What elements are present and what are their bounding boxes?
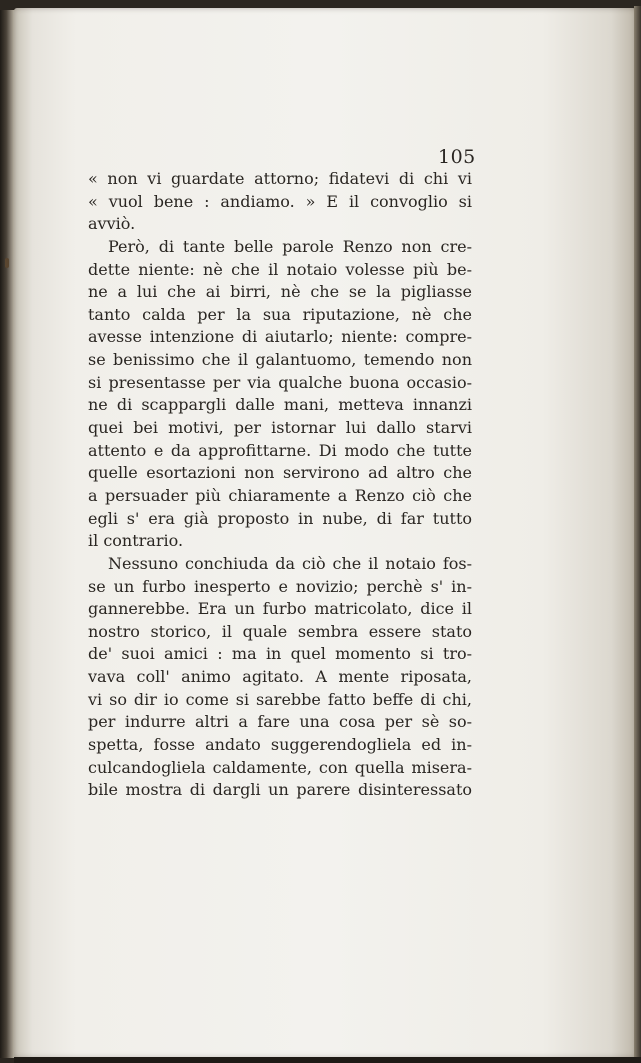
text-line: a persuader più chiaramente a Renzo ciò che (88, 485, 472, 505)
margin-ink-mark (5, 258, 9, 268)
text-line: se benissimo che il galantuomo, temendo non (88, 350, 472, 370)
text-line: dette niente: nè che il notaio volesse più be- (88, 259, 472, 279)
text-line: de' suoi amici : ma in quel momento si tro- (88, 644, 472, 664)
text-line: vava coll' animo agitato. A mente riposata, (88, 667, 472, 687)
text-line: vi so dir io come si sarebbe fatto beffe di chi, (88, 689, 472, 709)
text-line: se un furbo inesperto e novizio; perchè s' in- (88, 576, 472, 596)
text-line: Però, di tante belle parole Renzo non cre- (108, 236, 472, 256)
text-line: tanto calda per la sua riputazione, nè che (88, 304, 472, 324)
text-line: egli s' era già proposto in nube, di far tutto (88, 508, 472, 528)
text-line: nostro storico, il quale sembra essere stato (88, 621, 472, 641)
text-line: culcandogliela caldamente, con quella misera- (88, 757, 472, 777)
text-line: « vuol bene : andiamo. » E il convoglio si (88, 191, 472, 211)
text-line: bile mostra di dargli un parere disinteressato (88, 780, 472, 800)
text-line: quei bei motivi, per istornar lui dallo starvi (88, 418, 472, 438)
text-line: spetta, fosse andato suggerendogliela ed in- (88, 735, 472, 755)
text-line: avesse intenzione di aiutarlo; niente: compre- (88, 327, 472, 347)
text-line: quelle esortazioni non servirono ad altro che (88, 463, 472, 483)
text-line: il contrario. (88, 531, 184, 551)
text-line: gannerebbe. Era un furbo matricolato, dice il (88, 599, 472, 619)
page-number: 105 (438, 146, 476, 168)
body-text (88, 168, 472, 802)
text-line: si presentasse per via qualche buona occasio- (88, 372, 472, 392)
text-line: ne a lui che ai birri, nè che se la pigliasse (88, 282, 472, 302)
text-line: « non vi guardate attorno; fidatevi di chi vi (88, 169, 472, 188)
text-line: Nessuno conchiuda da ciò che il notaio fos- (108, 553, 472, 573)
bottom-edge (14, 1057, 641, 1063)
text-line: ne di scappargli dalle mani, metteva innanzi (88, 395, 472, 415)
text-line: attento e da approfittarne. Di modo che tutte (88, 440, 472, 460)
fore-edge (634, 6, 641, 1058)
text-line: avviò. (88, 214, 136, 234)
text-line: per indurre altri a fare una cosa per sè so- (88, 712, 472, 732)
